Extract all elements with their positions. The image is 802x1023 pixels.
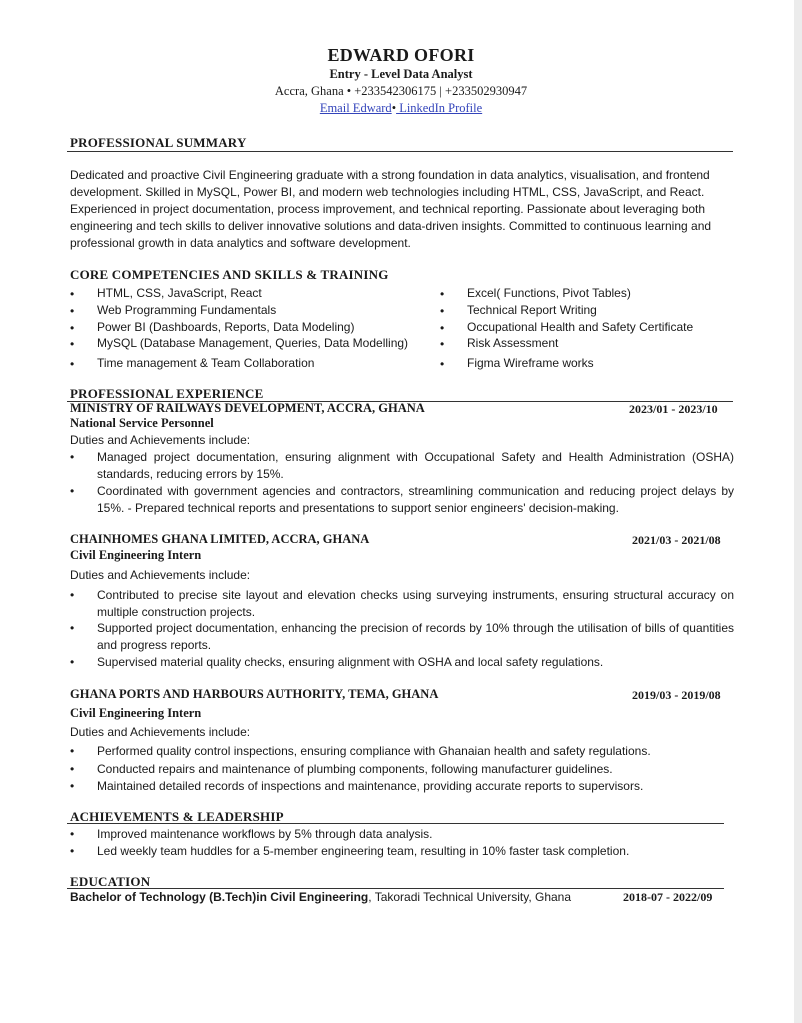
job-1-duties-label: Duties and Achievements include: — [70, 433, 251, 447]
bullet-icon: • — [70, 357, 75, 371]
skill-item: Web Programming Fundamentals — [97, 303, 277, 317]
school: , Takoradi Technical University, Ghana — [368, 890, 572, 904]
degree: Bachelor of Technology (B.Tech)in Civil Engineering — [70, 890, 369, 904]
contact-line: Accra, Ghana • +233542306175 | +233502930947 — [274, 84, 528, 98]
bullet-icon: • — [70, 337, 75, 351]
achievement-item — [70, 843, 734, 860]
job-1-item-text: Coordinated with government agencies and contractors, streamlining communication and reducing project delays by 15%. - Prepared technical reports and presentations to support senior engineers' decision-making. — [97, 484, 734, 515]
candidate-role: Entry - Level Data Analyst — [329, 67, 473, 81]
bullet-icon: • — [70, 762, 75, 776]
job-1-item-text: Managed project documentation, ensuring alignment with Occupational Safety and Health Administration (OSHA) standards, reducing errors by 15%. — [97, 450, 734, 481]
bullet-icon: • — [70, 588, 75, 602]
bullet-icon: • — [70, 621, 75, 635]
bullet-icon: • — [440, 304, 445, 318]
bullet-icon: • — [70, 450, 75, 464]
skill-item: Occupational Health and Safety Certificate — [467, 320, 694, 334]
bullet-icon: • — [440, 337, 445, 351]
skill-item: Time management & Team Collaboration — [97, 356, 315, 370]
achievement-text: Led weekly team huddles for a 5-member engineering team, resulting in 10% faster task completion. — [97, 844, 630, 858]
bullet-icon: • — [70, 844, 75, 858]
job-2-organization: CHAINHOMES GHANA LIMITED, ACCRA, GHANA — [70, 532, 370, 546]
skill-item: Figma Wireframe works — [467, 356, 594, 370]
bullet-icon: • — [440, 321, 445, 335]
bullet-icon: • — [70, 304, 75, 318]
link-separator: • — [391, 101, 397, 115]
achievements-heading: ACHIEVEMENTS & LEADERSHIP — [70, 809, 284, 824]
job-3-item-text: Performed quality control inspections, ensuring compliance with Ghanaian health and safety regulations. — [97, 744, 651, 758]
education-entry — [70, 890, 571, 904]
job-3-item-text: Maintained detailed records of inspections and maintenance, providing accurate reports to supervisors. — [97, 779, 644, 793]
skill-item: Technical Report Writing — [467, 303, 597, 317]
skills-heading: CORE COMPETENCIES AND SKILLS & TRAINING — [70, 267, 389, 282]
job-1-item — [70, 449, 734, 483]
skill-item: Power BI (Dashboards, Reports, Data Modeling) — [97, 320, 355, 334]
job-2-dates: 2021/03 - 2021/08 — [632, 533, 721, 547]
summary-heading: PROFESSIONAL SUMMARY — [70, 135, 247, 150]
skill-item: MySQL (Database Management, Queries, Data Modelling) — [97, 336, 409, 350]
education-dates: 2018-07 - 2022/09 — [623, 890, 713, 904]
profile-links — [0, 101, 802, 116]
bullet-icon: • — [440, 357, 445, 371]
job-1-organization: MINISTRY OF RAILWAYS DEVELOPMENT, ACCRA, GHANA — [70, 401, 425, 415]
job-3-item — [70, 761, 734, 778]
achievement-item — [70, 826, 734, 843]
job-3-duties-label: Duties and Achievements include: — [70, 725, 251, 739]
job-2-duties-label: Duties and Achievements include: — [70, 568, 251, 582]
job-3-organization: GHANA PORTS AND HARBOURS AUTHORITY, TEMA, GHANA — [70, 687, 439, 701]
job-2-item-text: Supported project documentation, enhancing the precision of records by 10% through the utilisation of bills of quantities and progress reports. — [97, 621, 734, 652]
job-3-item — [70, 778, 734, 795]
job-2-item — [70, 620, 734, 654]
skill-item: Excel( Functions, Pivot Tables) — [467, 286, 631, 300]
job-1-title: National Service Personnel — [70, 416, 214, 430]
bullet-icon: • — [70, 287, 75, 301]
bullet-icon: • — [70, 321, 75, 335]
email-link[interactable]: Email Edward — [319, 101, 392, 115]
achievement-text: Improved maintenance workflows by 5% through data analysis. — [97, 827, 433, 841]
job-2-item — [70, 587, 734, 621]
job-1-item — [70, 483, 734, 517]
linkedin-link[interactable]: LinkedIn Profile — [396, 101, 483, 115]
achievements-rule — [67, 823, 724, 824]
bullet-icon: • — [70, 484, 75, 498]
job-3-item-text: Conducted repairs and maintenance of plumbing components, following manufacturer guidelines. — [97, 762, 613, 776]
experience-heading: PROFESSIONAL EXPERIENCE — [70, 386, 264, 401]
job-3-title: Civil Engineering Intern — [70, 706, 202, 720]
job-3-item — [70, 743, 734, 760]
job-2-title: Civil Engineering Intern — [70, 548, 202, 562]
job-1-dates: 2023/01 - 2023/10 — [629, 402, 718, 416]
job-2-item-text: Contributed to precise site layout and elevation checks using surveying instruments, ensuring structural accuracy on multiple construction projects. — [97, 588, 734, 619]
bullet-icon: • — [70, 744, 75, 758]
bullet-icon: • — [440, 287, 445, 301]
education-heading: EDUCATION — [70, 874, 151, 889]
skill-item: HTML, CSS, JavaScript, React — [97, 286, 262, 300]
job-2-item — [70, 654, 734, 671]
candidate-name: EDWARD OFORI — [327, 45, 475, 65]
summary-text: Dedicated and proactive Civil Engineering graduate with a strong foundation in data analytics, visualisation, and frontend development. Skilled in MySQL, Power BI, and modern web technologies including HTML, CSS, JavaScript, and React. Experienced in project documentation, process improvement, and technical reporting. Passionate about leveraging both engineering and tech skills to deliver innovative solutions and data-driven insights. Committed to continuous learning and professional growth in data analytics and software development. — [70, 168, 712, 250]
summary-rule — [67, 151, 733, 152]
bullet-icon: • — [70, 779, 75, 793]
bullet-icon: • — [70, 655, 75, 669]
bullet-icon: • — [70, 827, 75, 841]
job-2-item-text: Supervised material quality checks, ensuring alignment with OSHA and local safety regulations. — [97, 655, 604, 669]
skill-item: Risk Assessment — [467, 336, 559, 350]
education-rule — [67, 888, 724, 889]
job-3-dates: 2019/03 - 2019/08 — [632, 688, 721, 702]
